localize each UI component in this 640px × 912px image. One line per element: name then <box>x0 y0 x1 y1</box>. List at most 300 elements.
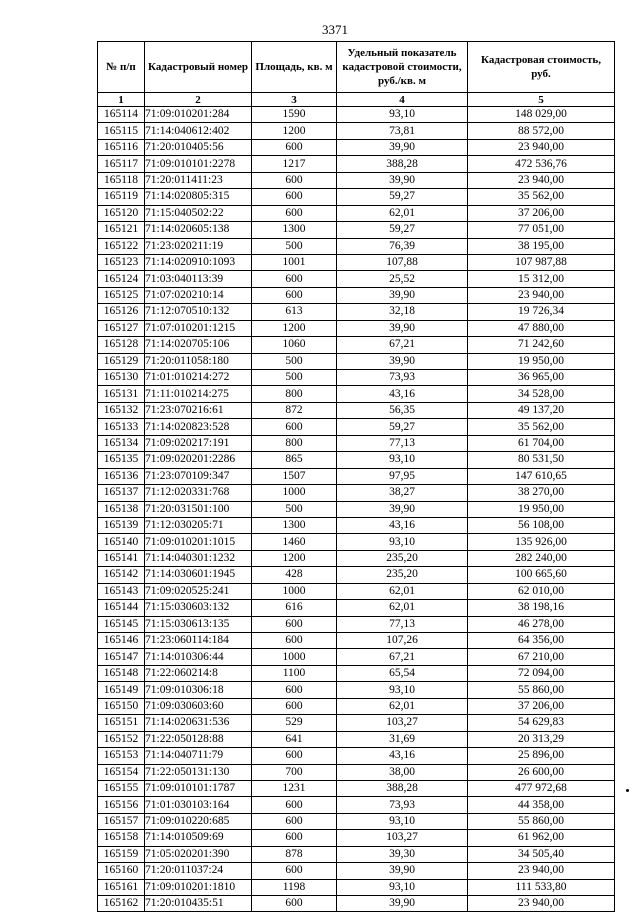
row-number-cell: 165129 <box>98 353 145 369</box>
row-number-cell: 165127 <box>98 320 145 336</box>
cadastral-value-cell: 56 108,00 <box>468 517 615 533</box>
row-number-cell: 165162 <box>98 896 145 912</box>
cadastral-value-cell: 37 206,00 <box>468 698 615 714</box>
specific-value-cell: 39,90 <box>337 353 468 369</box>
specific-value-cell: 38,00 <box>337 764 468 780</box>
column-index: 5 <box>468 93 615 107</box>
specific-value-cell: 93,10 <box>337 534 468 550</box>
specific-value-cell: 39,90 <box>337 139 468 155</box>
cadastral-number-cell: 71:15:040502:22 <box>145 205 252 221</box>
specific-value-cell: 39,90 <box>337 501 468 517</box>
row-number-cell: 165116 <box>98 139 145 155</box>
table-row <box>98 402 615 418</box>
area-cell: 529 <box>252 715 337 731</box>
cadastral-number-cell: 71:22:050128:88 <box>145 731 252 747</box>
table-row <box>98 337 615 353</box>
area-cell: 1000 <box>252 485 337 501</box>
table-row <box>98 797 615 813</box>
row-number-cell: 165136 <box>98 468 145 484</box>
row-number-cell: 165125 <box>98 287 145 303</box>
cadastral-value-cell: 38 270,00 <box>468 485 615 501</box>
area-cell: 600 <box>252 797 337 813</box>
specific-value-cell: 93,10 <box>337 682 468 698</box>
cadastral-value-cell: 46 278,00 <box>468 616 615 632</box>
row-number-cell: 165137 <box>98 485 145 501</box>
cadastral-value-cell: 26 600,00 <box>468 764 615 780</box>
cadastral-number-cell: 71:20:011411:23 <box>145 172 252 188</box>
table-row <box>98 846 615 862</box>
area-cell: 641 <box>252 731 337 747</box>
cadastral-value-cell: 61 704,00 <box>468 435 615 451</box>
cadastral-value-cell: 77 051,00 <box>468 222 615 238</box>
cadastral-value-cell: 19 950,00 <box>468 353 615 369</box>
row-number-cell: 165161 <box>98 879 145 895</box>
table-row <box>98 189 615 205</box>
table-row <box>98 780 615 796</box>
specific-value-cell: 25,52 <box>337 271 468 287</box>
cadastral-number-cell: 71:01:010214:272 <box>145 370 252 386</box>
area-cell: 600 <box>252 172 337 188</box>
row-number-cell: 165134 <box>98 435 145 451</box>
cadastral-number-cell: 71:12:020331:768 <box>145 485 252 501</box>
area-cell: 1001 <box>252 254 337 270</box>
table-row <box>98 320 615 336</box>
specific-value-cell: 59,27 <box>337 222 468 238</box>
area-cell: 600 <box>252 830 337 846</box>
row-number-cell: 165143 <box>98 583 145 599</box>
specific-value-cell: 107,26 <box>337 633 468 649</box>
area-cell: 500 <box>252 370 337 386</box>
cadastral-number-cell: 71:14:020823:528 <box>145 419 252 435</box>
table-row <box>98 896 615 912</box>
cadastral-number-cell: 71:07:020210:14 <box>145 287 252 303</box>
cadastral-number-cell: 71:09:010306:18 <box>145 682 252 698</box>
row-number-cell: 165139 <box>98 517 145 533</box>
area-cell: 613 <box>252 304 337 320</box>
area-cell: 600 <box>252 813 337 829</box>
cadastral-number-cell: 71:14:040301:1232 <box>145 550 252 566</box>
row-number-cell: 165131 <box>98 386 145 402</box>
table-row <box>98 534 615 550</box>
cadastral-number-cell: 71:22:050131:130 <box>145 764 252 780</box>
row-number-cell: 165118 <box>98 172 145 188</box>
row-number-cell: 165133 <box>98 419 145 435</box>
area-cell: 600 <box>252 863 337 879</box>
area-cell: 500 <box>252 238 337 254</box>
area-cell: 1200 <box>252 320 337 336</box>
cadastral-number-cell: 71:01:030103:164 <box>145 797 252 813</box>
table-row <box>98 633 615 649</box>
cadastral-value-cell: 61 962,00 <box>468 830 615 846</box>
cadastral-number-cell: 71:15:030603:132 <box>145 600 252 616</box>
column-index: 3 <box>252 93 337 107</box>
cadastral-value-cell: 44 358,00 <box>468 797 615 813</box>
specific-value-cell: 235,20 <box>337 550 468 566</box>
specific-value-cell: 93,10 <box>337 879 468 895</box>
cadastral-value-table <box>97 41 615 912</box>
area-cell: 600 <box>252 616 337 632</box>
cadastral-number-cell: 71:14:020705:106 <box>145 337 252 353</box>
cadastral-value-cell: 47 880,00 <box>468 320 615 336</box>
area-cell: 500 <box>252 353 337 369</box>
table-row <box>98 863 615 879</box>
row-number-cell: 165117 <box>98 156 145 172</box>
cadastral-number-cell: 71:14:010509:69 <box>145 830 252 846</box>
specific-value-cell: 103,27 <box>337 830 468 846</box>
cadastral-value-cell: 38 198,16 <box>468 600 615 616</box>
area-cell: 600 <box>252 748 337 764</box>
specific-value-cell: 67,21 <box>337 649 468 665</box>
specific-value-cell: 97,95 <box>337 468 468 484</box>
table-row <box>98 156 615 172</box>
area-cell: 500 <box>252 501 337 517</box>
table-row <box>98 205 615 221</box>
area-cell: 600 <box>252 698 337 714</box>
table-row <box>98 452 615 468</box>
cadastral-number-cell: 71:09:020201:2286 <box>145 452 252 468</box>
specific-value-cell: 65,54 <box>337 665 468 681</box>
area-cell: 1231 <box>252 780 337 796</box>
table-row <box>98 682 615 698</box>
cadastral-number-cell: 71:09:030603:60 <box>145 698 252 714</box>
table-row <box>98 370 615 386</box>
specific-value-cell: 388,28 <box>337 780 468 796</box>
cadastral-value-cell: 34 528,00 <box>468 386 615 402</box>
cadastral-number-cell: 71:09:010101:2278 <box>145 156 252 172</box>
cadastral-number-cell: 71:12:030205:71 <box>145 517 252 533</box>
area-cell: 1198 <box>252 879 337 895</box>
specific-value-cell: 31,69 <box>337 731 468 747</box>
specific-value-cell: 388,28 <box>337 156 468 172</box>
specific-value-cell: 32,18 <box>337 304 468 320</box>
specific-value-cell: 77,13 <box>337 616 468 632</box>
cadastral-value-cell: 147 610,65 <box>468 468 615 484</box>
specific-value-cell: 39,90 <box>337 172 468 188</box>
specific-value-cell: 73,93 <box>337 370 468 386</box>
table-row <box>98 139 615 155</box>
row-number-cell: 165157 <box>98 813 145 829</box>
cadastral-number-cell: 71:23:060114:184 <box>145 633 252 649</box>
row-number-cell: 165138 <box>98 501 145 517</box>
row-number-cell: 165146 <box>98 633 145 649</box>
area-cell: 800 <box>252 435 337 451</box>
area-cell: 616 <box>252 600 337 616</box>
specific-value-cell: 39,90 <box>337 863 468 879</box>
table-row <box>98 419 615 435</box>
header-area: Площадь, кв. м <box>252 42 337 93</box>
row-number-cell: 165144 <box>98 600 145 616</box>
table-row <box>98 550 615 566</box>
cadastral-number-cell: 71:09:020525:241 <box>145 583 252 599</box>
specific-value-cell: 59,27 <box>337 189 468 205</box>
table-row <box>98 107 615 123</box>
row-number-cell: 165160 <box>98 863 145 879</box>
row-number-cell: 165158 <box>98 830 145 846</box>
cadastral-number-cell: 71:23:070109:347 <box>145 468 252 484</box>
row-number-cell: 165159 <box>98 846 145 862</box>
specific-value-cell: 62,01 <box>337 583 468 599</box>
specific-value-cell: 77,13 <box>337 435 468 451</box>
cadastral-number-cell: 71:05:020201:390 <box>145 846 252 862</box>
area-cell: 600 <box>252 271 337 287</box>
page-number: 3371 <box>322 22 348 37</box>
cadastral-number-cell: 71:20:010405:56 <box>145 139 252 155</box>
specific-value-cell: 39,90 <box>337 320 468 336</box>
header-specific-value: Удельный показатель кадастровой стоимости, руб./кв. м <box>337 42 468 93</box>
specific-value-cell: 43,16 <box>337 517 468 533</box>
cadastral-number-cell: 71:15:030613:135 <box>145 616 252 632</box>
cadastral-value-cell: 15 312,00 <box>468 271 615 287</box>
cadastral-value-cell: 49 137,20 <box>468 402 615 418</box>
cadastral-number-cell: 71:11:010214:275 <box>145 386 252 402</box>
row-number-cell: 165124 <box>98 271 145 287</box>
row-number-cell: 165120 <box>98 205 145 221</box>
cadastral-value-cell: 36 965,00 <box>468 370 615 386</box>
area-cell: 600 <box>252 189 337 205</box>
table-row <box>98 764 615 780</box>
area-cell: 1460 <box>252 534 337 550</box>
cadastral-value-cell: 64 356,00 <box>468 633 615 649</box>
table-row <box>98 600 615 616</box>
specific-value-cell: 43,16 <box>337 748 468 764</box>
cadastral-number-cell: 71:09:010220:685 <box>145 813 252 829</box>
table-row <box>98 748 615 764</box>
specific-value-cell: 56,35 <box>337 402 468 418</box>
area-cell: 878 <box>252 846 337 862</box>
table-row <box>98 583 615 599</box>
table-row <box>98 501 615 517</box>
cadastral-value-cell: 25 896,00 <box>468 748 615 764</box>
specific-value-cell: 39,90 <box>337 896 468 912</box>
cadastral-number-cell: 71:12:070510:132 <box>145 304 252 320</box>
cadastral-number-cell: 71:14:020631:536 <box>145 715 252 731</box>
area-cell: 1300 <box>252 517 337 533</box>
specific-value-cell: 73,81 <box>337 123 468 139</box>
row-number-cell: 165155 <box>98 780 145 796</box>
table-row <box>98 616 615 632</box>
cadastral-number-cell: 71:09:010201:1810 <box>145 879 252 895</box>
header-row-number: № п/п <box>98 42 145 93</box>
area-cell: 1200 <box>252 123 337 139</box>
column-index: 4 <box>337 93 468 107</box>
cadastral-value-cell: 37 206,00 <box>468 205 615 221</box>
cadastral-value-cell: 111 533,80 <box>468 879 615 895</box>
specific-value-cell: 93,10 <box>337 452 468 468</box>
row-number-cell: 165145 <box>98 616 145 632</box>
cadastral-value-cell: 23 940,00 <box>468 863 615 879</box>
cadastral-value-cell: 148 029,00 <box>468 107 615 123</box>
cadastral-value-cell: 67 210,00 <box>468 649 615 665</box>
specific-value-cell: 73,93 <box>337 797 468 813</box>
area-cell: 600 <box>252 633 337 649</box>
area-cell: 1507 <box>252 468 337 484</box>
table-row <box>98 813 615 829</box>
row-number-cell: 165122 <box>98 238 145 254</box>
specific-value-cell: 93,10 <box>337 107 468 123</box>
cadastral-number-cell: 71:23:070216:61 <box>145 402 252 418</box>
table-row <box>98 830 615 846</box>
table-row <box>98 123 615 139</box>
area-cell: 1000 <box>252 583 337 599</box>
area-cell: 800 <box>252 386 337 402</box>
table-row <box>98 271 615 287</box>
margin-dot <box>626 789 629 792</box>
table-row <box>98 698 615 714</box>
cadastral-number-cell: 71:09:020217:191 <box>145 435 252 451</box>
area-cell: 1000 <box>252 649 337 665</box>
specific-value-cell: 38,27 <box>337 485 468 501</box>
table-row <box>98 649 615 665</box>
row-number-cell: 165156 <box>98 797 145 813</box>
cadastral-number-cell: 71:14:040612:402 <box>145 123 252 139</box>
row-number-cell: 165123 <box>98 254 145 270</box>
cadastral-value-cell: 71 242,60 <box>468 337 615 353</box>
cadastral-number-cell: 71:09:010201:1015 <box>145 534 252 550</box>
area-cell: 600 <box>252 419 337 435</box>
row-number-cell: 165132 <box>98 402 145 418</box>
cadastral-value-cell: 55 860,00 <box>468 813 615 829</box>
row-number-cell: 165141 <box>98 550 145 566</box>
cadastral-number-cell: 71:20:010435:51 <box>145 896 252 912</box>
cadastral-number-cell: 71:14:030601:1945 <box>145 567 252 583</box>
row-number-cell: 165115 <box>98 123 145 139</box>
cadastral-value-cell: 88 572,00 <box>468 123 615 139</box>
column-index-row <box>98 93 615 107</box>
row-number-cell: 165119 <box>98 189 145 205</box>
specific-value-cell: 62,01 <box>337 698 468 714</box>
cadastral-value-cell: 19 726,34 <box>468 304 615 320</box>
specific-value-cell: 43,16 <box>337 386 468 402</box>
area-cell: 865 <box>252 452 337 468</box>
cadastral-value-cell: 100 665,60 <box>468 567 615 583</box>
cadastral-value-cell: 72 094,00 <box>468 665 615 681</box>
specific-value-cell: 39,30 <box>337 846 468 862</box>
column-index: 1 <box>98 93 145 107</box>
specific-value-cell: 107,88 <box>337 254 468 270</box>
row-number-cell: 165140 <box>98 534 145 550</box>
cadastral-number-cell: 71:14:020910:1093 <box>145 254 252 270</box>
cadastral-value-cell: 282 240,00 <box>468 550 615 566</box>
cadastral-number-cell: 71:03:040113:39 <box>145 271 252 287</box>
table-row <box>98 665 615 681</box>
cadastral-number-cell: 71:09:010101:1787 <box>145 780 252 796</box>
specific-value-cell: 76,39 <box>337 238 468 254</box>
cadastral-number-cell: 71:20:011058:180 <box>145 353 252 369</box>
row-number-cell: 165147 <box>98 649 145 665</box>
cadastral-value-cell: 19 950,00 <box>468 501 615 517</box>
table-row <box>98 304 615 320</box>
area-cell: 1200 <box>252 550 337 566</box>
cadastral-number-cell: 71:14:010306:44 <box>145 649 252 665</box>
cadastral-value-cell: 135 926,00 <box>468 534 615 550</box>
area-cell: 1590 <box>252 107 337 123</box>
area-cell: 600 <box>252 287 337 303</box>
table-row <box>98 172 615 188</box>
cadastral-number-cell: 71:07:010201:1215 <box>145 320 252 336</box>
cadastral-value-cell: 472 536,76 <box>468 156 615 172</box>
cadastral-value-cell: 23 940,00 <box>468 896 615 912</box>
cadastral-value-cell: 477 972,68 <box>468 780 615 796</box>
area-cell: 700 <box>252 764 337 780</box>
table-row <box>98 287 615 303</box>
table-row <box>98 254 615 270</box>
row-number-cell: 165149 <box>98 682 145 698</box>
column-index: 2 <box>145 93 252 107</box>
cadastral-value-cell: 23 940,00 <box>468 287 615 303</box>
specific-value-cell: 235,20 <box>337 567 468 583</box>
header-cadastral-value: Кадастровая стоимость, руб. <box>468 42 615 93</box>
row-number-cell: 165150 <box>98 698 145 714</box>
row-number-cell: 165151 <box>98 715 145 731</box>
table-row <box>98 468 615 484</box>
area-cell: 600 <box>252 682 337 698</box>
area-cell: 1060 <box>252 337 337 353</box>
cadastral-number-cell: 71:22:060214:8 <box>145 665 252 681</box>
row-number-cell: 165121 <box>98 222 145 238</box>
cadastral-value-cell: 62 010,00 <box>468 583 615 599</box>
area-cell: 600 <box>252 139 337 155</box>
specific-value-cell: 62,01 <box>337 205 468 221</box>
table-row <box>98 353 615 369</box>
row-number-cell: 165135 <box>98 452 145 468</box>
cadastral-number-cell: 71:23:020211:19 <box>145 238 252 254</box>
cadastral-value-cell: 55 860,00 <box>468 682 615 698</box>
area-cell: 1217 <box>252 156 337 172</box>
cadastral-value-cell: 80 531,50 <box>468 452 615 468</box>
cadastral-number-cell: 71:09:010201:284 <box>145 107 252 123</box>
cadastral-value-cell: 54 629,83 <box>468 715 615 731</box>
cadastral-number-cell: 71:20:011037:24 <box>145 863 252 879</box>
row-number-cell: 165126 <box>98 304 145 320</box>
area-cell: 600 <box>252 896 337 912</box>
cadastral-value-cell: 35 562,00 <box>468 189 615 205</box>
area-cell: 428 <box>252 567 337 583</box>
specific-value-cell: 62,01 <box>337 600 468 616</box>
cadastral-number-cell: 71:14:020605:138 <box>145 222 252 238</box>
row-number-cell: 165154 <box>98 764 145 780</box>
cadastral-value-cell: 34 505,40 <box>468 846 615 862</box>
cadastral-number-cell: 71:14:040711:79 <box>145 748 252 764</box>
cadastral-number-cell: 71:20:031501:100 <box>145 501 252 517</box>
table-header-row <box>98 42 615 93</box>
table-row <box>98 879 615 895</box>
area-cell: 872 <box>252 402 337 418</box>
table-row <box>98 731 615 747</box>
cadastral-value-cell: 20 313,29 <box>468 731 615 747</box>
cadastral-value-cell: 35 562,00 <box>468 419 615 435</box>
table-body <box>98 107 615 912</box>
table-row <box>98 222 615 238</box>
row-number-cell: 165114 <box>98 107 145 123</box>
cadastral-value-cell: 107 987,88 <box>468 254 615 270</box>
cadastral-value-cell: 23 940,00 <box>468 172 615 188</box>
specific-value-cell: 67,21 <box>337 337 468 353</box>
row-number-cell: 165148 <box>98 665 145 681</box>
specific-value-cell: 103,27 <box>337 715 468 731</box>
header-cadastral-number: Кадастровый номер <box>145 42 252 93</box>
specific-value-cell: 93,10 <box>337 813 468 829</box>
table-row <box>98 386 615 402</box>
row-number-cell: 165128 <box>98 337 145 353</box>
table-row <box>98 435 615 451</box>
cadastral-value-cell: 38 195,00 <box>468 238 615 254</box>
row-number-cell: 165152 <box>98 731 145 747</box>
table-row <box>98 715 615 731</box>
row-number-cell: 165130 <box>98 370 145 386</box>
table-row <box>98 567 615 583</box>
specific-value-cell: 39,90 <box>337 287 468 303</box>
table-row <box>98 485 615 501</box>
